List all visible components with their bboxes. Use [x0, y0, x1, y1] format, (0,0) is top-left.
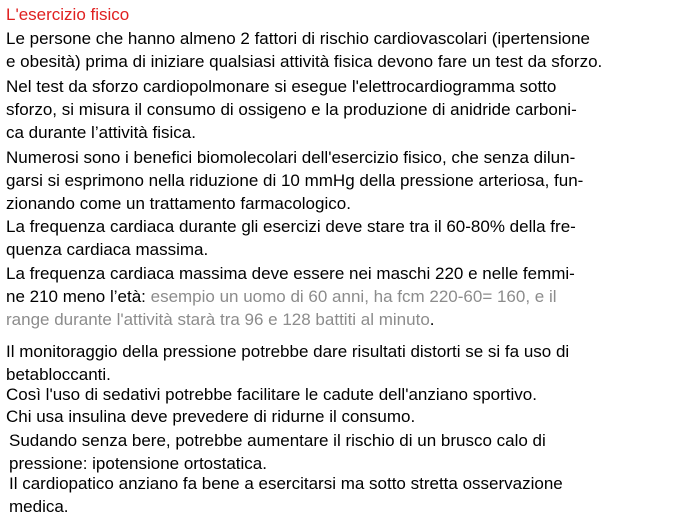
text-line: ca durante l’attività fisica.: [6, 123, 196, 142]
text-line: e obesità) prima di iniziare qualsiasi attività fisica devono fare un test da sforzo.: [6, 52, 603, 71]
text-line: Chi usa insulina deve prevedere di ridurne il consumo.: [6, 407, 416, 426]
example-text: range durante l'attività starà tra 96 e 128 battiti al minuto: [6, 310, 430, 329]
text-line: Il cardiopatico anziano fa bene a esercitarsi ma sotto stretta osservazione: [9, 474, 563, 493]
text-line: sforzo, si misura il consumo di ossigeno e la produzione di anidride carboni-: [6, 100, 577, 119]
paragraph-risk-factors: [6, 27, 602, 73]
text-line: medica.: [9, 497, 69, 516]
paragraph-sedatives: [6, 383, 537, 406]
example-text: esempio un uomo di 60 anni, ha fcm 220-60= 160, e il: [145, 287, 557, 306]
paragraph-dehydration: [9, 429, 546, 475]
text-line: Così l'uso di sedativi potrebbe facilitare le cadute dell'anziano sportivo.: [6, 385, 537, 404]
text-line: Le persone che hanno almeno 2 fattori di rischio cardiovascolari (ipertensione: [6, 29, 591, 48]
text-line: Nel test da sforzo cardiopolmonare si esegue l'elettrocardiogramma sotto: [6, 77, 557, 96]
text-line: [6, 285, 575, 308]
text-line: quenza cardiaca massima.: [6, 240, 209, 259]
paragraph-heart-rate-range: [6, 215, 576, 261]
text-line: Sudando senza bere, potrebbe aumentare il rischio di un brusco calo di: [9, 431, 546, 450]
text-line: La frequenza cardiaca massima deve essere nei maschi 220 e nelle femmi-: [6, 264, 575, 283]
paragraph-stress-test: [6, 75, 577, 144]
paragraph-benefits: [6, 146, 583, 215]
text-line: [6, 308, 575, 331]
text-line: zionando come un trattamento farmacologico.: [6, 194, 351, 213]
text-line: Il monitoraggio della pressione potrebbe dare risultati distorti se si fa uso di: [6, 342, 570, 361]
paragraph-elderly-cardiac: [9, 472, 563, 518]
text-line: pressione: ipotensione ortostatica.: [9, 454, 267, 473]
text-line: Numerosi sono i benefici biomolecolari dell'esercizio fisico, che senza dilun-: [6, 148, 576, 167]
text-segment: .: [429, 310, 435, 329]
paragraph-insulin: [6, 405, 415, 428]
text-line: betabloccanti.: [6, 365, 111, 384]
text-line: La frequenza cardiaca durante gli esercizi deve stare tra il 60-80% della fre-: [6, 217, 576, 236]
text-segment: ne 210 meno l’età:: [6, 287, 146, 306]
text-line: garsi si esprimono nella riduzione di 10 mmHg della pressione arteriosa, fun-: [6, 171, 584, 190]
page-title: L'esercizio fisico: [6, 5, 130, 24]
paragraph-max-heart-rate: [6, 262, 575, 331]
paragraph-blood-pressure-monitoring: [6, 340, 569, 386]
